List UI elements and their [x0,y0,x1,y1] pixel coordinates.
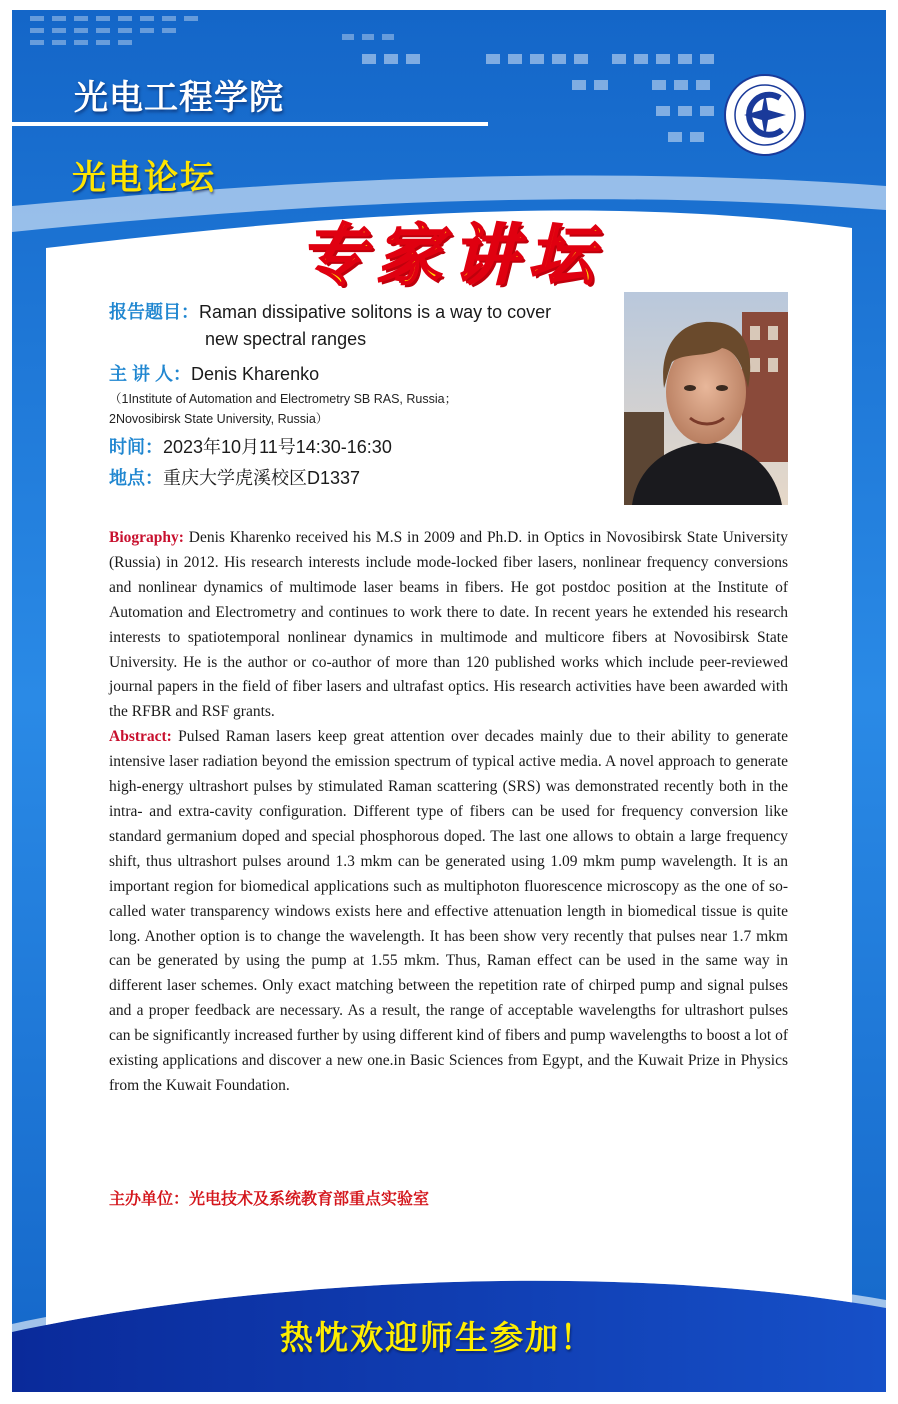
school-name: 光电工程学院 [74,78,284,118]
poster [12,10,886,1392]
affiliation-line2: 2Novosibirsk State University, Russia） [109,412,329,426]
abstract-paragraph [109,725,788,1099]
host-organizer: 主办单位：光电技术及系统教育部重点实验室 [109,1191,430,1208]
time-value: 2023年10月11号14:30-16:30 [163,437,392,457]
time-row [109,433,392,459]
time-label: 时间： [109,437,163,457]
abstract-text: Pulsed Raman lasers keep great attention over decades mainly due to their ability to generate intensive laser radiation beyond the emission spectrum of typical active media. A novel approach to generate high-energy ultrashort pulses by stimulated Raman scattering (SRS) was demonstrated recently both in the intra- and extra-cavity configuration. Different type of fibers can be used for frequency conversion like standard germanium doped and special phosphorous doped. The last one allows to obtain a large frequency shift, thus ultrashort pulses around 1.3 mkm can be generated using 1.09 mkm pump wavelength. It is an important region for biomedical applications such as multiphoton fluorescence microscopy as the one of so-called water transparency windows exists here and effective attenuation length in biomedical tissue is quite long. Another option is to change the wavelength. It has been show very recently that pulses near 1.7 mkm can be generated by using the pump at 1.55 mkm. Thus, Raman effect can be used in the same way in different laser schemes. Only exact matching between the repetition rate of chirped pump and signal pulses and a proper feedback are necessary. As a result, the range of acceptable wavelengths for ultrashort pulses can be significantly increased further by using different kind of fibers and pump wavelengths to boost a lot of existing applications and discover a new one.in Basic Sciences from Egypt, and the Kuwait Prize in Physics from the Kuwait Foundation. [109,728,789,1094]
biography-label: Biography: [109,529,184,546]
lecture-title: 专家讲坛 [300,216,604,294]
speaker-photo [624,292,788,505]
speaker-label: 主 讲 人： [109,364,192,384]
biography-paragraph [109,526,788,725]
place-label: 地点： [109,468,163,488]
speaker-name: Denis Kharenko [191,364,320,384]
affiliation-line1: （1Institute of Automation and Electrometry SB RAS, Russia； [109,392,458,406]
speaker-row [109,360,319,386]
talk-title-line1: Raman dissipative solitons is a way to cover [199,302,552,322]
divider-line [12,122,488,126]
place-row [109,464,360,490]
title-label: 报告题目： [109,302,199,322]
talk-title-line2: new spectral ranges [205,329,367,349]
biography-text: Denis Kharenko received his M.S in 2009 and Ph.D. in Optics in Novosibirsk State University (Russia) in 2012. His research interests include mode-locked fiber lasers, nonlinear frequency conversions and nonlinear dynamics of multimode laser beams in fibers. He got postdoc position at the Institute of Automation and Electrometry and continues to work there to date. In recent years he extended his research interests to spatiotemporal nonlinear dynamics in multimode and multicore fibers at Novosibirsk State University. He is the author or co-author of more than 120 published works which include peer-reviewed journal papers in the field of fiber lasers and ultrafast optics. His research activities have been awarded with the RFBR and RSF grants. [109,529,788,721]
title-row [109,298,551,324]
body-text [109,526,788,1099]
school-logo [722,72,808,158]
welcome-slogan: 热忱欢迎师生参加！ [280,1318,595,1357]
place-value: 重庆大学虎溪校区D1337 [163,468,361,488]
forum-title: 光电论坛 [72,158,216,198]
abstract-label: Abstract: [109,728,172,746]
